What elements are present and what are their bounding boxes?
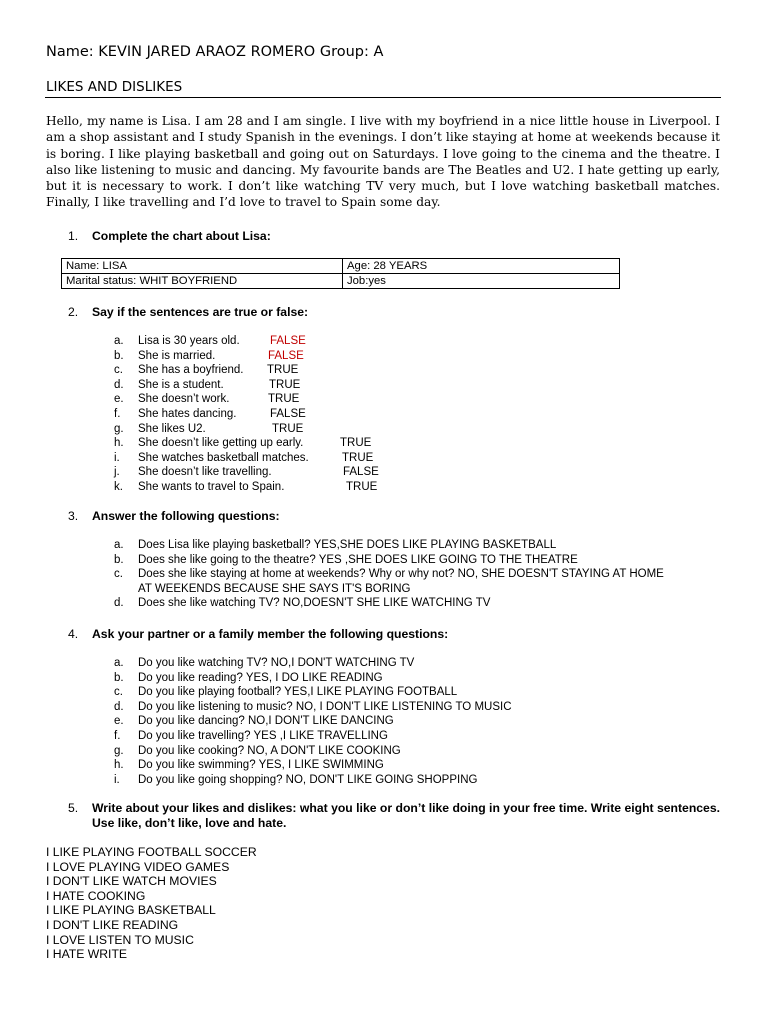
answer-sentence: I LOVE PLAYING VIDEO GAMES <box>46 859 230 874</box>
table-cell-age: Age: 28 YEARS <box>343 259 620 274</box>
item-text: Do you like watching TV? NO,I DON'T WATCHING TV <box>138 657 415 669</box>
item-text-continued: AT WEEKENDS BECAUSE SHE SAYS IT'S BORING <box>138 582 411 595</box>
student-name-line: Name: KEVIN JARED ARAOZ ROMERO Group: A <box>46 44 384 60</box>
item-letter: h. <box>114 437 124 450</box>
item-text: Do you like dancing? NO,I DON'T LIKE DANCING <box>138 715 394 728</box>
item-letter: g. <box>114 422 124 435</box>
item-text: Does Lisa like playing basketball? YES,SHE DOES LIKE PLAYING BASKETBALL <box>138 539 557 551</box>
item-answer: TRUE <box>340 437 372 450</box>
answer-sentence: I LIKE PLAYING BASKETBALL <box>46 903 216 918</box>
list-item <box>114 744 634 759</box>
item-text: Does she like going to the theatre? YES ,SHE DOES LIKE GOING TO THE THEATRE <box>138 553 578 566</box>
item-text: She is married. <box>138 349 216 362</box>
item-letter: d. <box>114 700 124 713</box>
question-1-number: 1. <box>68 229 79 243</box>
item-letter: c. <box>114 686 123 699</box>
answer-sentence: I DON'T LIKE READING <box>46 917 179 932</box>
list-item <box>114 656 634 671</box>
reading-paragraph: Hello, my name is Lisa. I am 28 and I am single. I live with my boyfriend in a nice little house in Liverpool. I am a shop assistant and I study Spanish in the evenings. I don’t like staying at home at weekends because it is boring. I like playing basketball and going out on Saturdays. I love going to the cinema and the theatre. I also like listening to music and dancing. My favourite bands are The Beatles and U2. I hate getting up early, but it is necessary to work. I don’t like watching TV very much, but I love watching basketball matches. Finally, I like travelling and I’d love to travel to Spain some day. <box>46 114 720 210</box>
item-text: She doesn’t like getting up early. <box>138 437 304 450</box>
item-text: She watches basketball matches. <box>138 451 309 464</box>
item-answer: TRUE <box>272 422 304 435</box>
item-letter: e. <box>114 393 124 406</box>
answer-sentence: I DON'T LIKE WATCH MOVIES <box>46 874 217 889</box>
list-item <box>114 334 414 349</box>
list-item <box>114 422 414 437</box>
partner-questions-list <box>114 656 634 787</box>
answer-sentence: I HATE WRITE <box>46 947 128 962</box>
list-item <box>114 758 634 773</box>
list-item <box>114 363 414 378</box>
item-answer: TRUE <box>346 480 378 493</box>
item-answer: FALSE <box>268 349 304 362</box>
item-letter: b. <box>114 671 124 684</box>
question-2-heading <box>68 305 308 319</box>
list-item <box>114 671 634 686</box>
item-text: Do you like cooking? NO, A DON'T LIKE COOKING <box>138 744 401 757</box>
item-letter: g. <box>114 744 124 757</box>
table-cell-name: Name: LISA <box>62 259 343 274</box>
list-item <box>114 553 720 568</box>
item-answer: TRUE <box>268 393 300 406</box>
item-text: She wants to travel to Spain. <box>138 480 285 493</box>
item-letter: d. <box>114 597 124 610</box>
list-item <box>114 567 720 596</box>
table-row <box>62 274 620 289</box>
list-item <box>114 596 720 611</box>
list-item <box>114 436 414 451</box>
question-3-heading <box>68 509 280 523</box>
table-cell-job: Job:yes <box>343 274 620 289</box>
worksheet-title: LIKES AND DISLIKES <box>46 79 183 95</box>
item-text: Does she like watching TV? NO,DOESN'T SHE LIKE WATCHING TV <box>138 597 491 610</box>
item-answer: TRUE <box>269 378 301 391</box>
item-text: She hates dancing. <box>138 407 237 420</box>
title-underline <box>45 97 721 98</box>
item-letter: i. <box>114 451 120 464</box>
item-answer: FALSE <box>270 407 306 420</box>
item-letter: k. <box>114 480 123 493</box>
question-4-heading <box>68 627 448 641</box>
item-text: Does she like staying at home at weekends? Why or why not? NO, SHE DOESN'T STAYING AT HOME <box>138 568 664 581</box>
question-1-text: Complete the chart about Lisa: <box>92 229 271 243</box>
list-item <box>114 392 414 407</box>
question-3-number: 3. <box>68 509 79 523</box>
answer-questions-list <box>114 538 720 611</box>
item-text: She likes U2. <box>138 422 206 435</box>
list-item <box>114 349 414 364</box>
item-text: Lisa is 30 years old. <box>138 335 240 347</box>
item-letter: j. <box>114 466 120 479</box>
list-item <box>114 378 414 393</box>
list-item <box>114 480 414 495</box>
list-item <box>114 407 414 422</box>
answer-sentence: I LOVE LISTEN TO MUSIC <box>46 932 194 947</box>
true-false-list <box>114 334 414 495</box>
question-2-number: 2. <box>68 305 79 319</box>
item-letter: b. <box>114 349 124 362</box>
item-letter: f. <box>114 407 121 420</box>
item-text: Do you like travelling? YES ,I LIKE TRAVELLING <box>138 729 388 742</box>
likes-dislikes-answers <box>46 845 257 962</box>
item-letter: a. <box>114 335 124 347</box>
list-item <box>114 773 634 788</box>
answer-sentence: I LIKE PLAYING FOOTBALL SOCCER <box>46 845 257 859</box>
item-letter: f. <box>114 729 121 742</box>
item-text: She doesn’t like travelling. <box>138 466 272 479</box>
item-text: She has a boyfriend. <box>138 364 244 377</box>
answer-sentence: I HATE COOKING <box>46 888 146 903</box>
item-letter: c. <box>114 568 123 581</box>
list-item <box>114 465 414 480</box>
item-letter: c. <box>114 364 123 377</box>
item-answer: TRUE <box>342 451 374 464</box>
item-answer: TRUE <box>267 364 299 377</box>
item-text: Do you like swimming? YES, I LIKE SWIMMING <box>138 759 384 772</box>
item-text: She is a student. <box>138 378 224 391</box>
item-text: Do you like going shopping? NO, DON'T LIKE GOING SHOPPING <box>138 773 478 786</box>
item-letter: a. <box>114 539 124 551</box>
item-letter: h. <box>114 759 124 772</box>
lisa-info-table <box>61 258 620 289</box>
item-letter: b. <box>114 553 124 566</box>
list-item <box>114 729 634 744</box>
table-row <box>62 259 620 274</box>
question-4-text: Ask your partner or a family member the following questions: <box>92 627 449 641</box>
question-4-number: 4. <box>68 627 79 641</box>
table-cell-marital-status: Marital status: WHIT BOYFRIEND <box>62 274 343 289</box>
item-letter: d. <box>114 378 124 391</box>
item-text: She doesn’t work. <box>138 393 230 406</box>
list-item <box>114 700 634 715</box>
question-5-number: 5. <box>68 801 79 815</box>
question-5-text: Write about your likes and dislikes: what you like or don’t like doing in your free time. Write eight sentences. Use like, don’t like, love and hate. <box>92 801 720 830</box>
question-5-heading <box>68 801 720 831</box>
item-letter: i. <box>114 773 120 786</box>
item-answer: FALSE <box>343 466 379 479</box>
list-item <box>114 685 634 700</box>
question-1-heading <box>68 229 271 243</box>
question-2-text: Say if the sentences are true or false: <box>92 305 309 319</box>
list-item <box>114 714 634 729</box>
question-3-text: Answer the following questions: <box>92 509 280 523</box>
item-text: Do you like reading? YES, I DO LIKE READING <box>138 671 383 684</box>
item-text: Do you like listening to music? NO, I DON'T LIKE LISTENING TO MUSIC <box>138 700 512 713</box>
item-letter: a. <box>114 657 124 669</box>
item-answer: FALSE <box>270 335 306 347</box>
item-letter: e. <box>114 715 124 728</box>
item-text: Do you like playing football? YES,I LIKE PLAYING FOOTBALL <box>138 686 458 699</box>
list-item <box>114 538 720 553</box>
list-item <box>114 451 414 466</box>
